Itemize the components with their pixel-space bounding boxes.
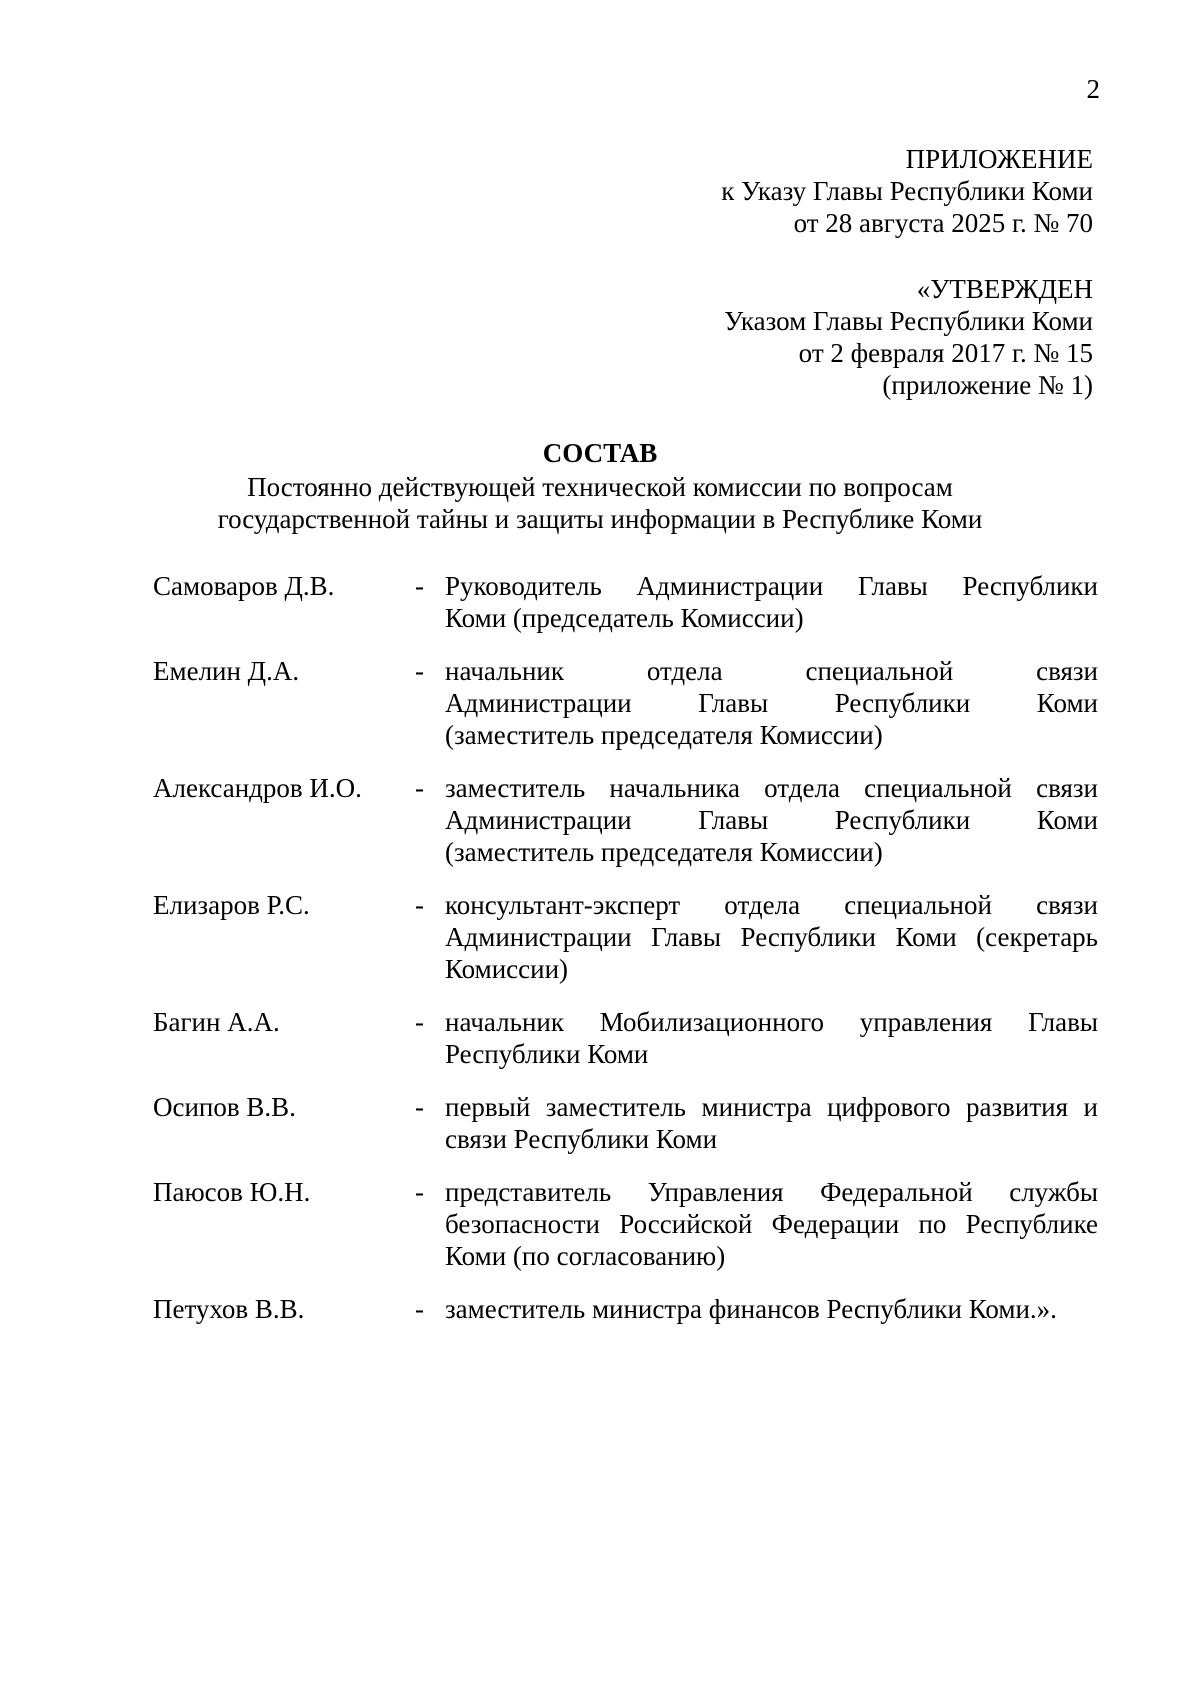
member-role-line: начальник отдела специальной связи xyxy=(445,656,1098,686)
members-list xyxy=(153,570,1098,1346)
member-role-line: начальник Мобилизационного управления Главы xyxy=(445,1007,1098,1037)
member-role-line: Администрации Главы Республики Коми (секретарь xyxy=(445,922,1098,952)
approval-reference: Указом Главы Республики Коми xyxy=(724,306,1093,336)
appendix-block xyxy=(500,143,1093,239)
member-role xyxy=(445,772,1098,868)
member-name: Петухов В.В. xyxy=(153,1294,305,1324)
member-role-line: безопасности Российской Федерации по Республике xyxy=(445,1209,1098,1239)
appendix-heading: ПРИЛОЖЕНИЕ xyxy=(905,144,1093,174)
member-row xyxy=(153,570,1098,634)
member-role xyxy=(445,1293,1098,1325)
member-role xyxy=(445,655,1098,751)
member-role-line: представитель Управления Федеральной службы xyxy=(445,1177,1098,1207)
member-role-line: Коми (председатель Комиссии) xyxy=(445,603,804,633)
member-dash: - xyxy=(415,656,424,686)
approval-appendix-number: (приложение № 1) xyxy=(882,370,1093,400)
member-role-line: Комиссии) xyxy=(445,954,569,984)
member-role-line: заместитель министра финансов Республики Коми.». xyxy=(445,1294,1057,1324)
member-role-line: (заместитель председателя Комиссии) xyxy=(445,837,883,867)
member-dash: - xyxy=(415,1177,424,1207)
member-row xyxy=(153,1091,1098,1155)
member-dash: - xyxy=(415,890,424,920)
member-row xyxy=(153,655,1098,751)
member-dash: - xyxy=(415,1294,424,1324)
member-role-line: Республики Коми xyxy=(445,1039,649,1069)
member-name: Багин А.А. xyxy=(153,1007,280,1037)
document-subtitle-line: государственной тайны и защиты информации в Республике Коми xyxy=(217,504,983,534)
member-role xyxy=(445,1006,1098,1070)
page-number: 2 xyxy=(1086,74,1100,104)
member-name: Емелин Д.А. xyxy=(153,656,300,686)
member-role-line: заместитель начальника отдела специальной связи xyxy=(445,773,1098,803)
member-role-line: консультант-эксперт отдела специальной связи xyxy=(445,890,1098,920)
member-name: Елизаров Р.С. xyxy=(153,890,310,920)
member-row xyxy=(153,1006,1098,1070)
member-role-line: (заместитель председателя Комиссии) xyxy=(445,720,883,750)
document-title: СОСТАВ xyxy=(542,438,658,468)
member-row xyxy=(153,772,1098,868)
member-role xyxy=(445,889,1098,985)
member-role-line: Коми (по согласованию) xyxy=(445,1241,726,1271)
member-dash: - xyxy=(415,571,424,601)
member-role-line: Руководитель Администрации Главы Республики xyxy=(445,571,1098,601)
member-name: Самоваров Д.В. xyxy=(153,571,335,601)
member-name: Александров И.О. xyxy=(153,773,362,803)
member-name: Паюсов Ю.Н. xyxy=(153,1177,311,1207)
member-role xyxy=(445,1091,1098,1155)
approval-heading: «УТВЕРЖДЕН xyxy=(916,274,1093,304)
member-dash: - xyxy=(415,1092,424,1122)
document-subtitle-line: Постоянно действующей технической комиссии по вопросам xyxy=(247,472,953,502)
approval-block xyxy=(500,273,1093,401)
appendix-reference: к Указу Главы Республики Коми xyxy=(721,176,1093,206)
document-title-block xyxy=(100,437,1100,535)
member-name: Осипов В.В. xyxy=(153,1092,296,1122)
member-role-line: Администрации Главы Республики Коми xyxy=(445,805,1098,835)
approval-date: от 2 февраля 2017 г. № 15 xyxy=(798,338,1093,368)
member-role-line: Администрации Главы Республики Коми xyxy=(445,688,1098,718)
member-row xyxy=(153,889,1098,985)
member-row xyxy=(153,1293,1098,1325)
member-role-line: первый заместитель министра цифрового развития и xyxy=(445,1092,1098,1122)
member-role xyxy=(445,570,1098,634)
member-row xyxy=(153,1176,1098,1272)
member-role xyxy=(445,1176,1098,1272)
member-dash: - xyxy=(415,773,424,803)
member-dash: - xyxy=(415,1007,424,1037)
appendix-date: от 28 августа 2025 г. № 70 xyxy=(793,208,1093,238)
member-role-line: связи Республики Коми xyxy=(445,1124,718,1154)
